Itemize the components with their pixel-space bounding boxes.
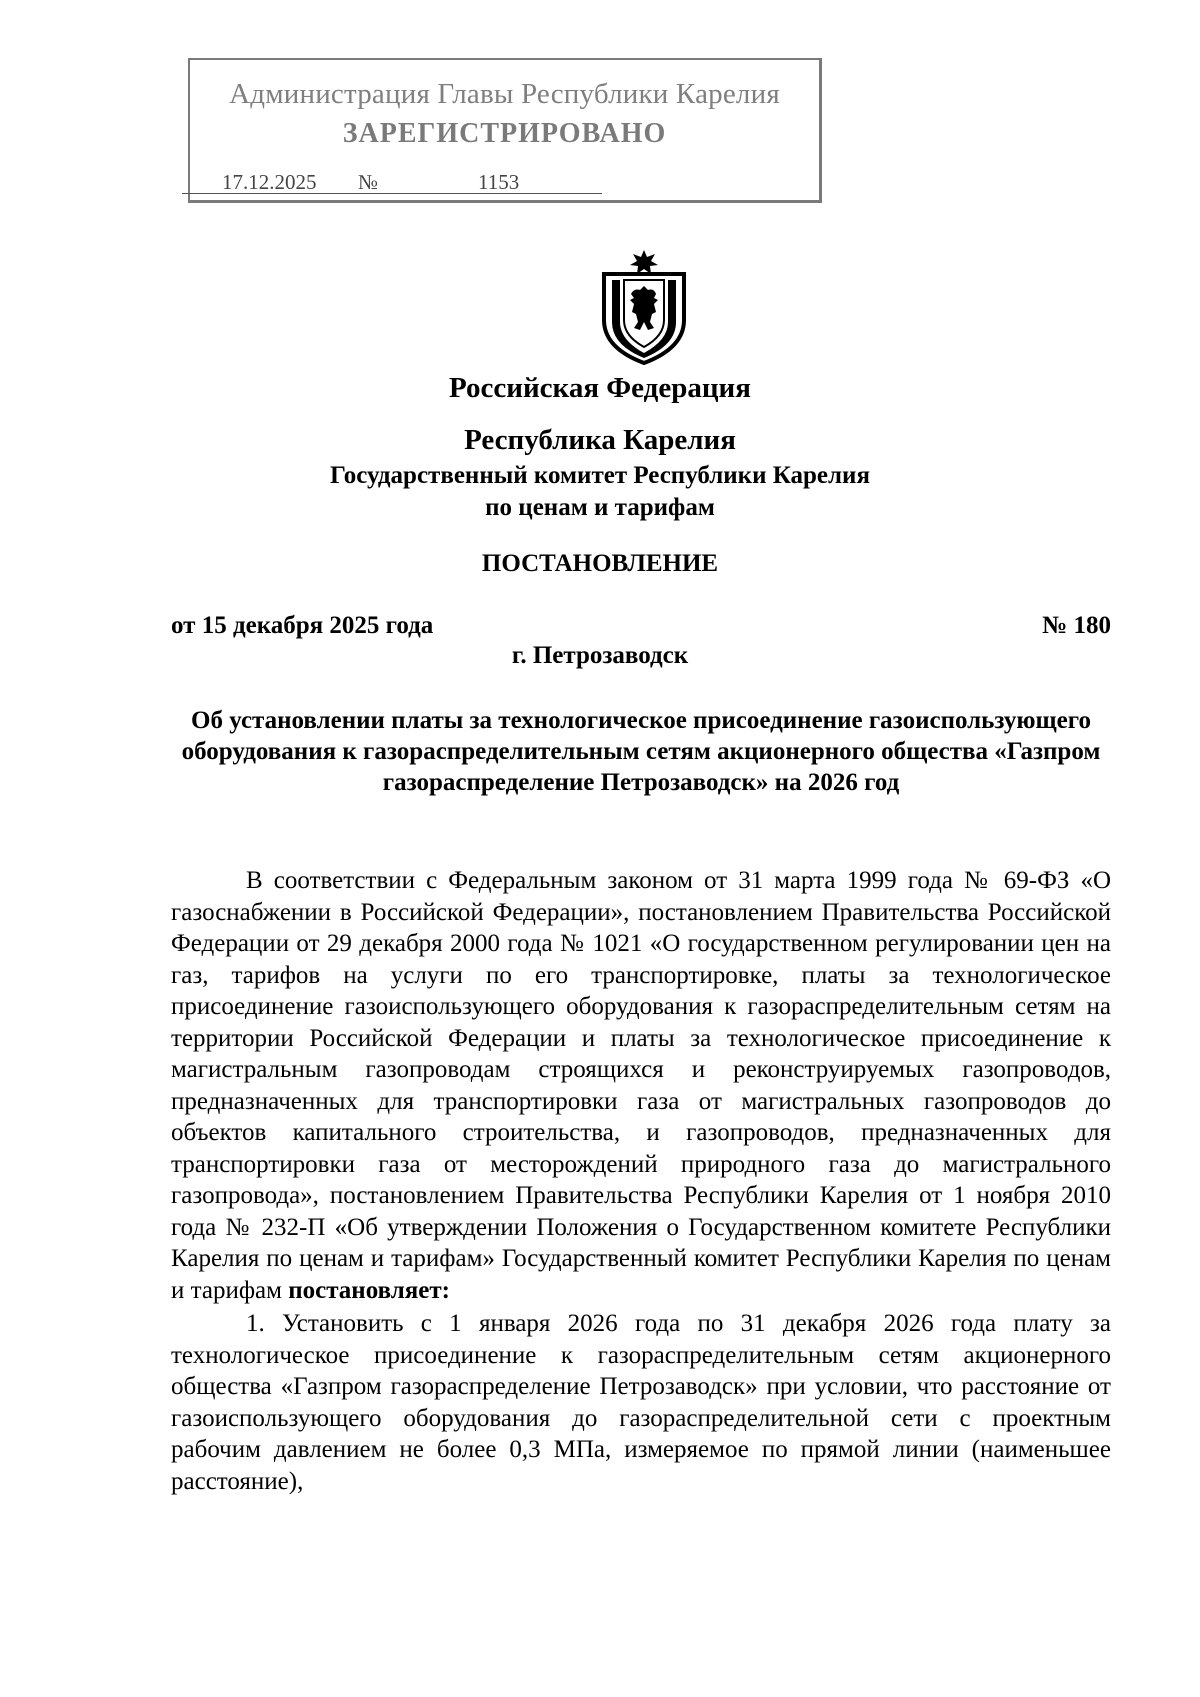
stamp-registered-label: ЗАРЕГИСТРИРОВАНО (342, 118, 667, 149)
coat-of-arms-icon (598, 250, 690, 365)
document-title: Об установлении платы за технологическое присоединение газоиспользующего оборудования к газораспределительным сетям акционерного общества «Газпром газораспределение Петрозаводск» на 2026 год (181, 707, 1101, 796)
document-body (171, 865, 1111, 1497)
document-type-heading: ПОСТАНОВЛЕНИЕ (481, 550, 719, 577)
stamp-underline (182, 193, 602, 194)
body-paragraph-text: В соответствии с Федеральным законом от 31 марта 1999 года № 69-ФЗ «О газоснабжении в Российской Федерации», постановлением Правительства Российской Федерации от 29 декабря 2000 года № 1021 «О государственном регулировании цен на газ, тарифов на услуги по его транспортировке, платы за технологическое присоединение газоиспользующего оборудования к газораспределительным сетям на территории Российской Федерации и платы за технологическое присоединение к магистральным газопроводам строящихся и реконструируемых газопроводов, предназначенных для транспортировки газа от магистральных газопроводов до объектов капитального строительства, и газопроводов, предназначенных для транспортировки газа от месторождений природного газа до магистрального газопровода», постановлением Правительства Республики Карелия от 1 ноября 2010 года № 232-П «Об утверждении Положения о Государственном комитете Республики Карелия по ценам и тарифам» Государственный комитет Республики Карелия по ценам и тарифам (171, 867, 1111, 1304)
body-paragraph (171, 865, 1111, 1306)
body-paragraph: 1. Установить с 1 января 2026 года по 31 декабря 2026 года плату за технологическое присоединение к газораспределительным сетям акционерного общества «Газпром газораспределение Петрозаводск» при условии, что расстояние от газоиспользующего оборудования до газораспределительной сети с проектным рабочим давлением не более 0,3 МПа, измеряемое по прямой линии (наименьшее расстояние), (171, 1310, 1111, 1495)
committee-heading-line1: Государственный комитет Республики Карелия (330, 462, 870, 489)
country-heading: Российская Федерация (449, 372, 751, 404)
committee-heading-line2: по ценам и тарифам (485, 494, 715, 521)
document-city: г. Петрозаводск (511, 642, 689, 669)
stamp-number-label: № (358, 170, 379, 194)
document-number: № 180 (1042, 612, 1111, 639)
republic-heading: Республика Карелия (464, 424, 736, 456)
body-paragraph-resolution: постановляет: (288, 1276, 450, 1304)
document-date: от 15 декабря 2025 года (171, 612, 434, 639)
stamp-date: 17.12.2025 (222, 170, 317, 194)
stamp-registration-line (182, 170, 602, 196)
stamp-number: 1153 (478, 170, 520, 194)
stamp-authority: Администрация Главы Республики Карелия (229, 78, 780, 110)
